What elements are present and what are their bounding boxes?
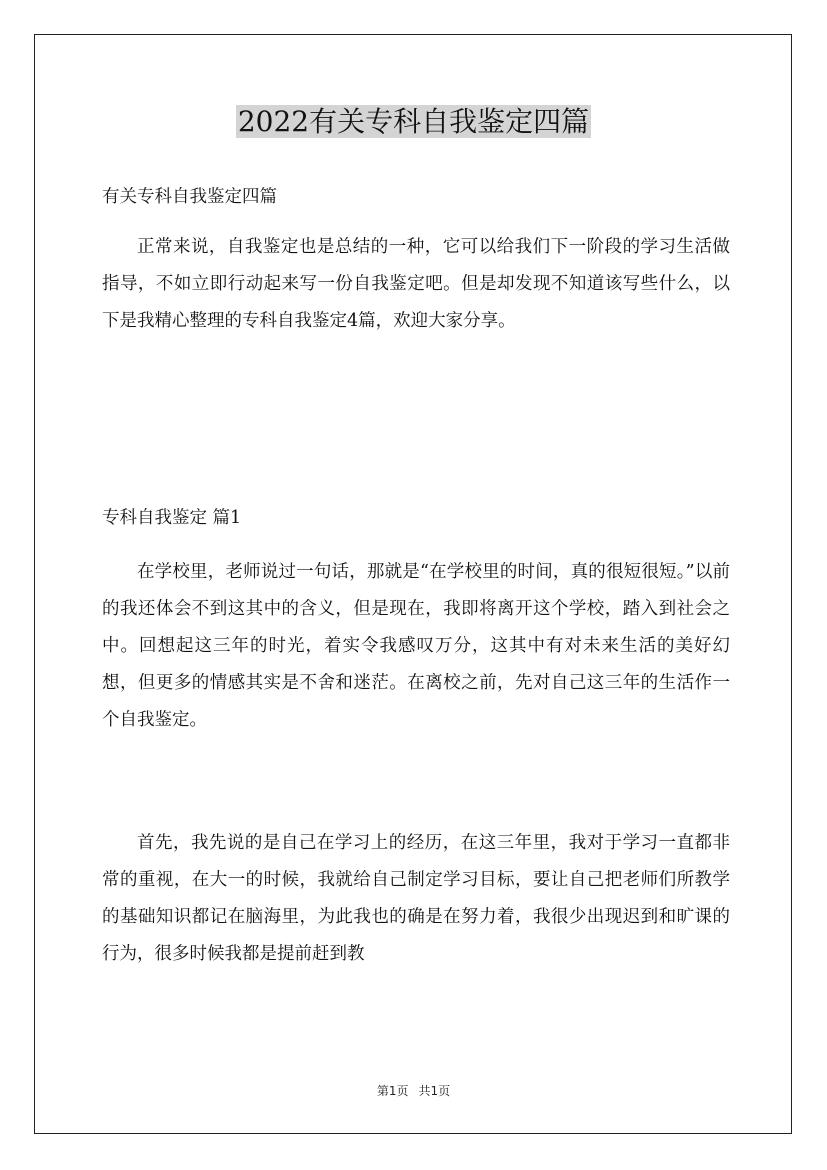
- page-number: 第1页: [376, 1084, 409, 1098]
- page-total: 共1页: [418, 1084, 451, 1098]
- document-heading: 有关专科自我鉴定四篇: [102, 187, 277, 207]
- document-title-text: 2022有关专科自我鉴定四篇: [237, 105, 590, 138]
- page-footer: [0, 1082, 827, 1099]
- section-title: 专科自我鉴定 篇1: [102, 508, 242, 528]
- intro-paragraph: 正常来说，自我鉴定也是总结的一种，它可以给我们下一阶段的学习生活做指导，不如立即行动起来写一份自我鉴定吧。但是却发现不知道该写些什么，以下是我精心整理的专科自我鉴定4篇，欢迎大家分享。: [102, 237, 730, 331]
- paragraph-1: 在学校里，老师说过一句话，那就是“在学校里的时间，真的很短很短。”以前的我还体会不到这其中的含义，但是现在，我即将离开这个学校，踏入到社会之中。回想起这三年的时光，着实令我感叹万分，这其中有对未来生活的美好幻想，但更多的情感其实是不舍和迷茫。在离校之前，先对自己这三年的生活作一个自我鉴定。: [102, 562, 730, 730]
- document-title: [0, 100, 827, 144]
- paragraph-2: 首先，我先说的是自己在学习上的经历，在这三年里，我对于学习一直都非常的重视，在大一的时候，我就给自己制定学习目标，要让自己把老师们所教学的基础知识都记在脑海里，为此我也的确是在努力着，我很少出现迟到和旷课的行为，很多时候我都是提前赶到教: [102, 833, 730, 964]
